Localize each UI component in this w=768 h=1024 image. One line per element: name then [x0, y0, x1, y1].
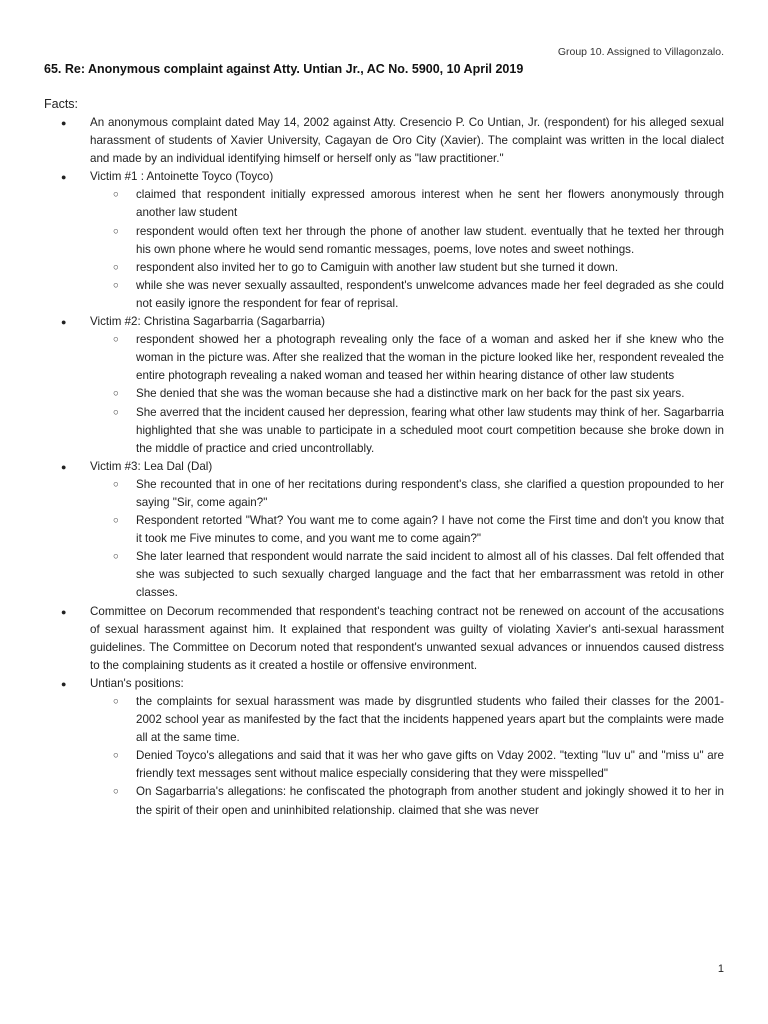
point-text: claimed that respondent initially expressed amorous interest when he sent her flowers anonymously through another law student	[136, 188, 724, 220]
circle-bullet-icon: ○	[113, 406, 119, 418]
victim-1-points	[90, 186, 724, 313]
circle-bullet-icon: ○	[113, 515, 119, 527]
circle-bullet-icon: ○	[113, 478, 119, 490]
victim-2-label: Victim #2: Christina Sagarbarria (Sagarbarria)	[90, 315, 325, 329]
list-item-victim-2	[44, 313, 724, 458]
victim-3-label: Victim #3: Lea Dal (Dal)	[90, 459, 213, 473]
untian-points	[90, 693, 724, 820]
point-text: Respondent retorted "What? You want me to come again? I have not come the First time and don't you know that it took me Five minutes to come, and you want me to come again?"	[136, 514, 724, 546]
list-item	[90, 223, 724, 259]
list-item-complaint	[44, 114, 724, 168]
circle-bullet-icon: ○	[113, 786, 119, 798]
list-item	[90, 331, 724, 385]
circle-bullet-icon: ○	[113, 334, 119, 346]
group-label: Group 10. Assigned to Villagonzalo.	[557, 46, 724, 58]
point-text: She recounted that in one of her recitations during respondent's class, she clarified a question propounded to her saying "Sir, come again?"	[136, 477, 724, 509]
circle-bullet-icon: ○	[113, 551, 119, 563]
victim-1-label: Victim #1 : Antoinette Toyco (Toyco)	[90, 170, 274, 184]
list-item-victim-3	[44, 458, 724, 603]
point-text: She denied that she was the woman because she had a distinctive mark on her back for the past six years.	[136, 387, 685, 401]
page-number: 1	[717, 963, 724, 975]
list-item	[90, 476, 724, 512]
list-item	[90, 548, 724, 602]
victim-2-points	[90, 331, 724, 458]
facts-list	[44, 114, 724, 820]
list-item	[90, 186, 724, 222]
case-title: 65. Re: Anonymous complaint against Atty. Untian Jr., AC No. 5900, 10 April 2019	[44, 62, 524, 76]
circle-bullet-icon: ○	[113, 225, 119, 237]
bullet-icon: ●	[61, 606, 67, 617]
bullet-icon: ●	[61, 317, 67, 328]
committee-text: Committee on Decorum recommended that respondent's teaching contract not be renewed on account of the accusations of sexual harassment against him. It explained that respondent was guilty of violating Xavier's anti-sexual harassment guidelines. The Committee on Decorum noted that respondent's unwanted sexual advances or innuendos caused distress to the complaining students as it created a hostile or offensive environment.	[90, 604, 724, 672]
bullet-icon: ●	[61, 461, 67, 472]
victim-3-points	[90, 476, 724, 603]
bullet-icon: ●	[61, 678, 67, 689]
facts-heading: Facts:	[44, 97, 79, 111]
complaint-text: An anonymous complaint dated May 14, 2002 against Atty. Cresencio P. Co Untian, Jr. (respondent) for his alleged sexual harassment of students of Xavier University, Cagayan de Oro City (Xavier). The complaint was written in the local dialect and made by an individual identifying himself or herself only as "law practitioner."	[90, 116, 724, 166]
list-item	[90, 404, 724, 458]
circle-bullet-icon: ○	[113, 696, 119, 707]
bullet-icon: ●	[61, 118, 67, 128]
circle-bullet-icon: ○	[113, 279, 119, 291]
list-item	[90, 259, 724, 277]
list-item	[90, 385, 724, 403]
facts-body	[44, 114, 724, 820]
point-text: She later learned that respondent would narrate the said incident to almost all of his classes. Dal felt offended that she was subjected to such sexually charged language and the fact that her embarrassment was retold in other classes.	[136, 550, 724, 600]
untian-label: Untian's positions:	[90, 676, 184, 690]
circle-bullet-icon: ○	[113, 750, 119, 762]
bullet-icon: ●	[61, 172, 67, 183]
point-text: Denied Toyco's allegations and said that it was her who gave gifts on Vday 2002. "texting "luv u" and "miss u" are friendly text messages sent without malice especially considering that they were misspelled"	[136, 749, 724, 781]
list-item-untian-positions	[44, 675, 724, 820]
circle-bullet-icon: ○	[113, 189, 119, 201]
point-text: respondent showed her a photograph revealing only the face of a woman and asked her if she knew who the woman in the picture was. After she realized that the woman in the picture looked like her, respondent revealed the entire photograph revealing a naked woman and teased her within hearing distance of other law students	[136, 333, 724, 383]
circle-bullet-icon: ○	[113, 388, 119, 400]
point-text: while she was never sexually assaulted, respondent's unwelcome advances made her feel degraded as she could not easily ignore the respondent for fear of reprisal.	[136, 278, 724, 310]
point-text: respondent also invited her to go to Camiguin with another law student but she turned it down.	[136, 260, 619, 274]
list-item	[90, 512, 724, 548]
list-item	[90, 693, 724, 747]
point-text: the complaints for sexual harassment was made by disgruntled students who failed their classes for the 2001-2002 school year as manifested by the fact that the incidents happened years apart but the complaints were made all at the same time.	[136, 695, 724, 745]
list-item	[90, 747, 724, 783]
list-item	[90, 783, 724, 819]
list-item-committee	[44, 603, 724, 675]
point-text: She averred that the incident caused her depression, fearing what other law students may think of her. Sagarbarria highlighted that she was unable to participate in a scheduled moot court competition because she broke down in the middle of practice and cried uncontrollably.	[136, 405, 724, 455]
point-text: respondent would often text her through the phone of another law student. eventually that he texted her through his own phone where he would send romantic messages, poems, love notes and sweet nothings.	[136, 224, 724, 256]
list-item	[90, 277, 724, 313]
point-text: On Sagarbarria's allegations: he confiscated the photograph from another student and jokingly showed it to her in the spirit of their open and uninhibited relationship. claimed that she was never	[136, 785, 724, 817]
list-item-victim-1	[44, 168, 724, 313]
circle-bullet-icon: ○	[113, 261, 119, 273]
